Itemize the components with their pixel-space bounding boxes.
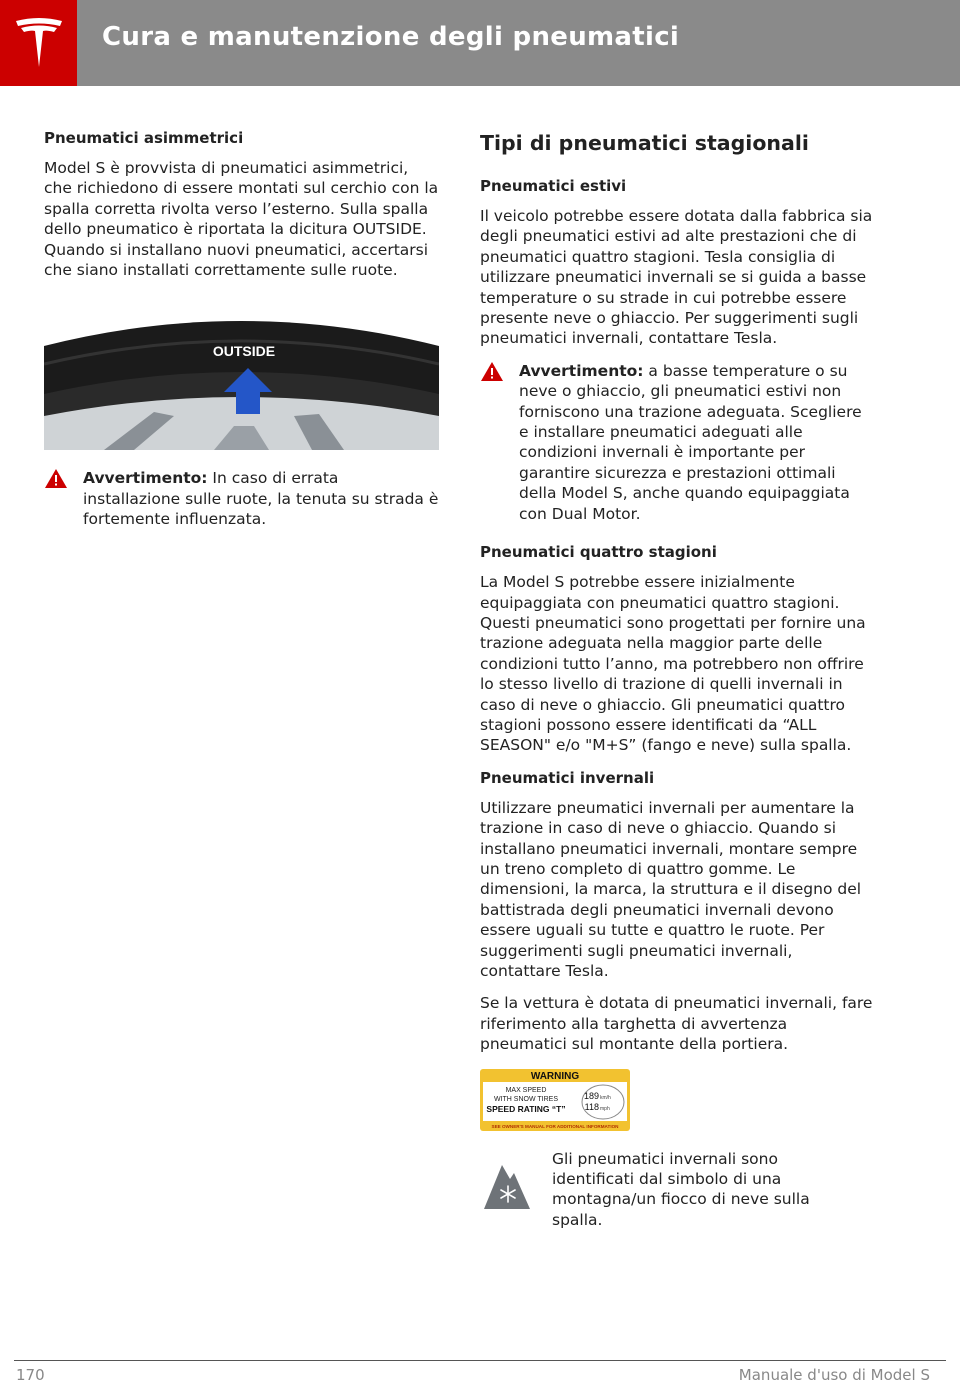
warning-icon: [44, 468, 68, 489]
snow-symbol-row: [480, 1149, 875, 1239]
asymmetric-heading: Pneumatici asimmetrici: [44, 129, 244, 147]
page-title: Cura e manutenzione degli pneumatici: [102, 22, 680, 52]
summer-paragraph: Il veicolo potrebbe essere dotata dalla fabbrica sia degli pneumatici estivi ad alte prestazioni che di pneumatici quattro stagioni. Tesla consiglia di utilizzare pneumatici invernali se si guida a basse temperature o su strade in cui potrebbe essere presente neve o ghiaccio. Per suggerimenti sugli pneumatici invernali, contattare Tesla.: [480, 207, 873, 348]
warning-label: Avvertimento:: [519, 361, 644, 380]
snow-symbol-text: Gli pneumatici invernali sono identificati dal simbolo di una montagna/un fiocco di neve sulla spalla.: [552, 1149, 810, 1229]
left-warning: [44, 468, 439, 529]
asymmetric-paragraph: Model S è provvista di pneumatici asimmetrici, che richiedono di essere montati sul cerchio con la spalla corretta rivolta verso l’esterno. Sulla spalla dello pneumatico è riportata la dicitura OUTSIDE. Quando si installano nuovi pneumatici, accertarsi che siano installati correttamente sulle ruote.: [44, 159, 439, 280]
sticker-kmh-unit: km/h: [600, 1094, 611, 1101]
sticker-line2: WITH SNOW TIRES: [493, 1095, 559, 1103]
page-number: 170: [16, 1366, 45, 1384]
sticker-line3: SPEED RATING “T”: [486, 1103, 566, 1114]
warning-text: In caso di errata installazione sulle ruote, la tenuta su strada è fortemente influenzata.: [83, 469, 439, 529]
sticker-line1: MAX SPEED: [505, 1086, 547, 1094]
page-header: [0, 0, 960, 86]
tire-outside-image: [44, 316, 439, 450]
tesla-t-icon: [14, 17, 64, 69]
section-title: Tipi di pneumatici stagionali: [480, 131, 809, 155]
mountain-snowflake-icon: [480, 1157, 534, 1211]
winter-paragraph-1: Utilizzare pneumatici invernali per aumentare la trazione in caso di neve o ghiaccio. Quando si installano pneumatici invernali, montare sempre un treno completo di quattro gomme. Le dimensioni, la marca, la struttura e il disegno del battistrada degli pneumatici invernali devono essere uguali su tutte e quattro le ruote. Per suggerimenti sugli pneumatici invernali, contattare Tesla.: [480, 798, 862, 980]
warning-label: Avvertimento:: [83, 469, 208, 488]
warning-text: a basse temperature o su neve o ghiaccio, gli pneumatici estivi non forniscono una trazione adeguata. Scegliere e installare pneumatici adeguati alle condizioni invernali è importante per garantire sicurezza e prestazioni ottimali della Model S, anche quando equipaggiata con Dual Motor.: [519, 361, 862, 523]
sticker-mph-unit: mph: [600, 1105, 610, 1112]
sticker-mph: 118: [584, 1101, 599, 1112]
sticker-bottom: SEE OWNER'S MANUAL FOR ADDITIONAL INFORMATION: [491, 1123, 619, 1129]
warning-icon: [480, 361, 504, 382]
summer-heading: Pneumatici estivi: [480, 177, 627, 195]
winter-paragraph-2: Se la vettura è dotata di pneumatici invernali, fare riferimento alla targhetta di avvertenza pneumatici sul montante della portiera.: [480, 994, 873, 1054]
footer-divider: [14, 1360, 946, 1361]
left-column: [44, 128, 439, 548]
tesla-logo: [0, 0, 77, 86]
manual-title: Manuale d'uso di Model S: [738, 1366, 930, 1384]
right-warning: [480, 361, 875, 524]
winter-heading: Pneumatici invernali: [480, 768, 655, 787]
sticker-kmh: 189: [583, 1090, 599, 1101]
right-column: [480, 128, 875, 1239]
allseason-paragraph: La Model S potrebbe essere inizialmente equipaggiata con pneumatici quattro stagioni. Questi pneumatici sono progettati per fornire una trazione adeguata nella maggior parte delle condizioni tutto l’anno, ma potrebbero non offrire lo stesso livello di trazione di quelli invernali in caso di neve o ghiaccio. Gli pneumatici quattro stagioni possono essere identificati da “ALL SEASON" e/o "M+S” (fango e neve) sulla spalla.: [480, 573, 866, 755]
allseason-heading: Pneumatici quattro stagioni: [480, 543, 717, 562]
outside-label: OUTSIDE: [212, 343, 276, 360]
sticker-title: WARNING: [530, 1070, 580, 1082]
snow-tire-warning-sticker: [480, 1069, 630, 1131]
